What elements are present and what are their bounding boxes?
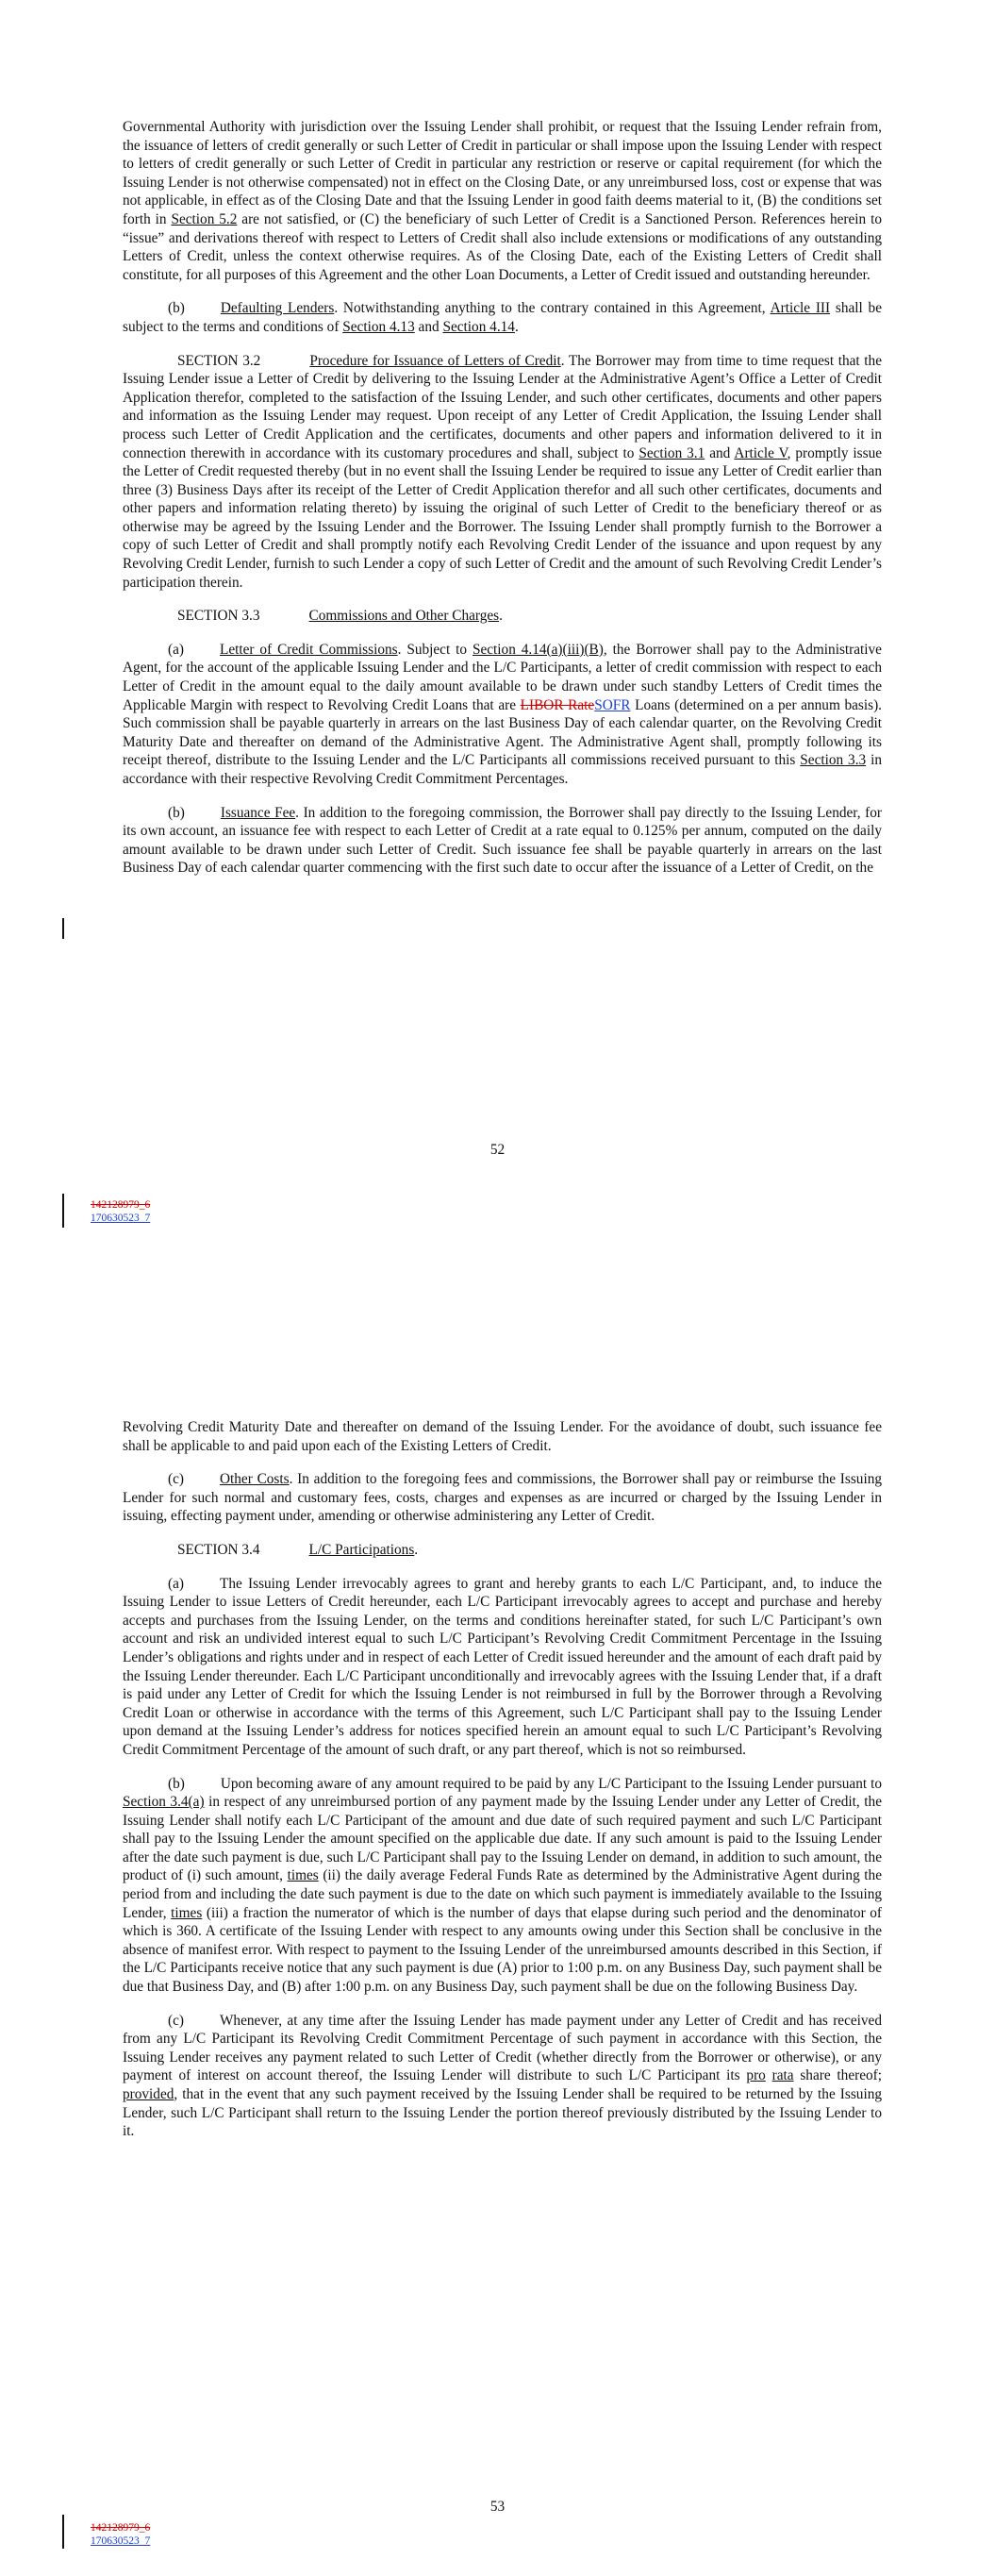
section-title: Commissions and Other Charges — [308, 608, 500, 625]
ref-article-v: Article V — [734, 444, 788, 461]
page-number: 52 — [489, 1142, 506, 1158]
ref-article-iii: Article III — [770, 300, 831, 317]
ref-section-3-1: Section 3.1 — [638, 444, 705, 461]
ref-section-3-3: Section 3.3 — [800, 752, 867, 769]
paragraph-issuance-fee: (b) Issuance Fee. In addition to the foregoing commission, the Borrower shall pay directly to the Issuing Lender, for its own account, an issuance fee with respect to each Letter of Credit at a rate equal to 0.125% per annum, computed on the daily amount available to be drawn under such Letter of Credit. Such issuance fee shall be payable quarterly in arrears on the last Business Day of each calendar quarter commencing with the first such date to occur after the issuance of a Letter of Credit, on the — [123, 804, 882, 877]
footer-new-id: 170630523_7 — [91, 2535, 151, 2547]
heading-issuance-fee: Issuance Fee — [220, 804, 296, 821]
ref-section-4-14-a-iii-b: Section 4.14(a)(iii)(B) — [472, 641, 604, 658]
ref-section-3-4-a: Section 3.4(a) — [123, 1794, 205, 1811]
page-53-body — [123, 1418, 882, 2156]
page-number: 53 — [489, 2499, 506, 2515]
section-3-2: SECTION 3.2 Procedure for Issuance of Letters of Credit. The Borrower may from time to time request that the Issuing Lender issue a Letter of Credit by delivering to the Issuing Lender at the Administrative Agent’s Office a Letter of Credit Application therefor, completed to the satisfaction of the Issuing Lender, and such other certificates, documents and other papers and information as the Issuing Lender may request. Upon receipt of any Letter of Credit Application, the Issuing Lender shall process such Letter of Credit Application and the certificates, documents and other papers and information delivered to it in connection therewith in accordance with its customary procedures and shall, subject to Section 3.1 and Article V, promptly issue the Letter of Credit requested thereby (but in no event shall the Issuing Lender be required to issue any Letter of Credit earlier than three (3) Business Days after its receipt of the Letter of Credit Application therefor and all such other certificates, documents and other papers and information relating thereto) by issuing the original of such Letter of Credit to the beneficiary thereof or as otherwise may be agreed by the Issuing Lender and the Borrower. The Issuing Lender shall promptly furnish to the Borrower a copy of such Letter of Credit and shall promptly notify each Revolving Credit Lender of the issuance and upon request by any Revolving Credit Lender, furnish to such Lender a copy of such Letter of Credit and the amount of such Revolving Credit Lender’s participation therein. — [123, 352, 883, 591]
deleted-text: LIBOR Rate — [520, 696, 595, 713]
footer-change-bar — [62, 1194, 64, 1228]
section-title: Procedure for Issuance of Letters of Credit — [309, 352, 561, 369]
footer-change-bar — [62, 2515, 64, 2549]
page-52 — [0, 0, 995, 1283]
paragraph-distribution-of-payments: (c) Whenever, at any time after the Issuing Lender has made payment under any Letter of Credit and has received from any L/C Participant its Revolving Credit Commitment Percentage of such payment in accordance with this Section, the Issuing Lender receives any payment related to such Letter of Credit (whether directly from the Borrower or otherwise), or any payment of interest on account thereof, the Issuing Lender will distribute to such L/C Participant its pro rata share thereof; provided, that in the event that any such payment received by the Issuing Lender shall be required to be returned by the Issuing Lender, such L/C Participant shall return to the Issuing Lender the portion thereof previously distributed by the Issuing Lender to it. — [123, 2012, 882, 2140]
section-number: SECTION 3.3 — [177, 608, 260, 625]
footer-new-id: 170630523_7 — [91, 1213, 151, 1224]
paragraph-lc-participation-grant: (a) The Issuing Lender irrevocably agrees to grant and hereby grants to each L/C Participant, and, to induce the Issuing Lender to issue Letters of Credit hereunder, each L/C Participant irrevocably agrees to accept and purchase and hereby accepts and purchases from the Issuing Lender, on the terms and conditions hereinafter stated, for such L/C Participant’s own account and risk an undivided interest equal to such L/C Participant’s Revolving Credit Commitment Percentage in the Issuing Lender’s obligations and rights under and in respect of each Letter of Credit issued hereunder and the amount of each draft paid by the Issuing Lender thereunder. Each L/C Participant unconditionally and irrevocably agrees with the Issuing Lender that, if a draft is paid under any Letter of Credit for which the Issuing Lender is not reimbursed in full by the Borrower through a Revolving Credit Loan or otherwise in accordance with the terms of this Agreement, such L/C Participant shall pay to the Issuing Lender upon demand at the Issuing Lender’s address for notices specified herein an amount equal to such L/C Participant’s Revolving Credit Commitment Percentage of the amount of such draft, or any part thereof, which is not so reimbursed. — [123, 1575, 882, 1758]
paragraph-defaulting-lenders: (b) Defaulting Lenders. Notwithstanding anything to the contrary contained in this Agreement, Article III shall be subject to the terms and conditions of Section 4.13 and Section 4.14. — [123, 300, 882, 335]
ref-section-5-2: Section 5.2 — [171, 210, 238, 227]
page-52-body — [123, 118, 882, 893]
paragraph-letter-of-credit-commissions: (a) Letter of Credit Commissions. Subject to Section 4.14(a)(iii)(B), the Borrower shall pay to the Administrative Agent, for the account of the applicable Issuing Lender and the L/C Participants, a letter of credit commission with respect to each Letter of Credit in the amount equal to the daily amount available to be drawn under such standby Letters of Credit times the Applicable Margin with respect to Revolving Credit Loans that are LIBOR RateSOFR Loans (determined on a per annum basis). Such commission shall be payable quarterly in arrears on the last Business Day of each calendar quarter, on the Revolving Credit Maturity Date and thereafter on demand of the Administrative Agent. The Administrative Agent shall, promptly following its receipt thereof, distribute to the Issuing Lender and the L/C Participants all commissions received pursuant to this Section 3.3 in accordance with their respective Revolving Credit Commitment Percentages. — [123, 641, 882, 787]
paragraph-other-costs: (c) Other Costs. In addition to the foregoing fees and commissions, the Borrower shall pay or reimburse the Issuing Lender for such normal and customary fees, costs, charges and expenses as are incurred or charged by the Issuing Lender in issuing, effecting payment under, amending or otherwise administering any Letter of Credit. — [123, 1471, 882, 1525]
inserted-text: SOFR — [594, 696, 631, 713]
section-3-3-heading: SECTION 3.3 Commissions and Other Charges. — [177, 608, 503, 625]
footer-old-id: 142128979_6 — [91, 2522, 151, 2534]
ref-section-4-14: Section 4.14 — [442, 318, 515, 335]
footer-doc-id — [91, 2521, 150, 2548]
footer-old-id: 142128979_6 — [91, 1199, 151, 1211]
section-number: SECTION 3.4 — [177, 1541, 260, 1558]
ref-section-4-13: Section 4.13 — [342, 318, 415, 335]
heading-other-costs: Other Costs — [219, 1471, 290, 1488]
section-number: SECTION 3.2 — [177, 352, 261, 369]
paragraph-issuance-fee-continued: Revolving Credit Maturity Date and thereafter on demand of the Issuing Lender. For the avoidance of doubt, such issuance fee shall be applicable to and paid upon each of the Existing Letters of Credit. — [123, 1419, 882, 1454]
heading-defaulting-lenders: Defaulting Lenders — [220, 300, 335, 317]
footer-doc-id — [91, 1198, 150, 1225]
page-53 — [0, 1283, 995, 2576]
paragraph-issuance-conditions-continued: Governmental Authority with jurisdiction over the Issuing Lender shall prohibit, or request that the Issuing Lender refrain from, the issuance of letters of credit generally or such Letter of Credit in particular or shall impose upon the Issuing Lender with respect to letters of credit generally or such Letter of Credit in particular any restriction or reserve or capital requirement (for which the Issuing Lender is not otherwise compensated) not in effect on the Closing Date, or any unreimbursed loss, cost or expense that was not applicable, in effect as of the Closing Date and that the Issuing Lender in good faith deems material to it, (B) the conditions set forth in Section 5.2 are not satisfied, or (C) the beneficiary of such Letter of Credit is a Sanctioned Person. References herein to “issue” and derivations thereof with respect to Letters of Credit shall also include extensions or modifications of any outstanding Letters of Credit, unless the context otherwise requires. As of the Closing Date, each of the Existing Letters of Credit shall constitute, for all purposes of this Agreement and the other Loan Documents, a Letter of Credit issued and outstanding hereunder. — [123, 119, 882, 283]
change-bar — [62, 918, 64, 939]
section-title: L/C Participations — [308, 1541, 415, 1558]
heading-lc-commissions: Letter of Credit Commissions — [219, 641, 398, 658]
section-3-4-heading: SECTION 3.4 L/C Participations. — [177, 1541, 419, 1558]
paragraph-lc-participant-payment: (b) Upon becoming aware of any amount required to be paid by any L/C Participant to the Issuing Lender pursuant to Section 3.4(a) in respect of any unreimbursed portion of any payment made by the Issuing Lender under any Letter of Credit, the Issuing Lender shall notify each L/C Participant of the amount and due date of such required payment and such L/C Participant shall pay to the Issuing Lender the amount specified on the applicable due date. If any such amount is paid to the Issuing Lender after the date such payment is due, such L/C Participant shall pay to the Issuing Lender on demand, in addition to such amount, the product of (i) such amount, times (ii) the daily average Federal Funds Rate as determined by the Administrative Agent during the period from and including the date such payment is due to the date on which such payment is immediately available to the Issuing Lender, times (iii) a fraction the numerator of which is the number of days that elapse during such period and the denominator of which is 360. A certificate of the Issuing Lender with respect to any amounts owing under this Section shall be conclusive in the absence of manifest error. With respect to payment to the Issuing Lender of the unreimbursed amounts described in this Section, if the L/C Participants receive notice that any such payment is due (A) prior to 1:00 p.m. on any Business Day, such payment shall be due that Business Day, and (B) after 1:00 p.m. on any Business Day, such payment shall be due on the following Business Day. — [123, 1775, 883, 1996]
